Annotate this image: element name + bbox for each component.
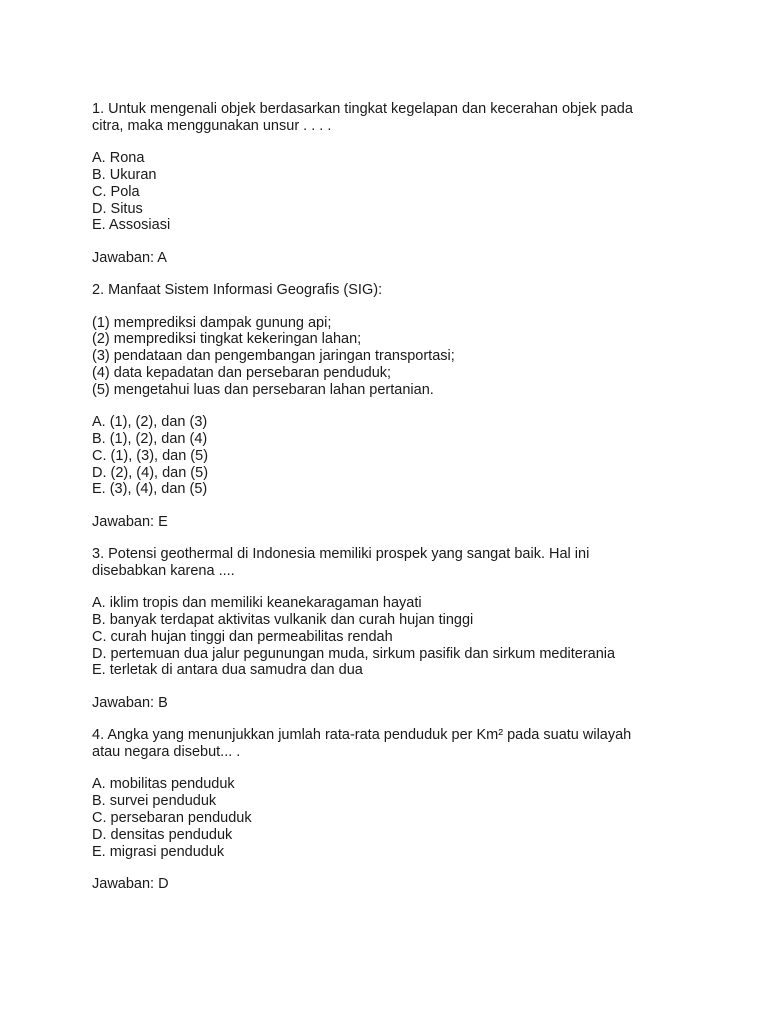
- answer-option: D. Situs: [92, 200, 143, 217]
- document-page: [92, 101, 692, 893]
- answer-option: B. Ukuran: [92, 166, 157, 183]
- question-4: [92, 727, 692, 893]
- answer-option: A. mobilitas penduduk: [92, 776, 235, 793]
- answer-option: C. Pola: [92, 183, 140, 200]
- question-stem-line: 1. Untuk mengenali objek berdasarkan tingkat kegelapan dan kecerahan objek pada: [92, 101, 633, 117]
- answer-option: A. (1), (2), dan (3): [92, 414, 208, 431]
- answer-option: C. persebaran penduduk: [92, 810, 252, 827]
- question-stem-line: 4. Angka yang menunjukkan jumlah rata-rata penduduk per Km² pada suatu wilayah: [92, 727, 632, 744]
- answer-option: D. pertemuan dua jalur pegunungan muda, sirkum pasifik dan sirkum mediterania: [92, 645, 616, 662]
- answer-key: Jawaban: B: [92, 694, 168, 711]
- statement-item: (3) pendataan dan pengembangan jaringan transportasi;: [92, 348, 455, 365]
- question-stem-line: disebabkan karena ....: [92, 562, 235, 579]
- answer-option: B. (1), (2), dan (4): [92, 430, 208, 447]
- answer-option: E. Assosiasi: [92, 217, 171, 234]
- answer-option: D. (2), (4), dan (5): [92, 464, 209, 481]
- statement-item: (1) memprediksi dampak gunung api;: [92, 314, 332, 331]
- answer-option: A. iklim tropis dan memiliki keanekaragaman hayati: [92, 595, 422, 612]
- answer-key: Jawaban: D: [92, 876, 169, 893]
- answer-key: Jawaban: E: [92, 513, 168, 530]
- question-2: [92, 282, 692, 546]
- statement-item: (2) memprediksi tingkat kekeringan lahan;: [92, 331, 362, 348]
- question-stem-line: atau negara disebut... .: [92, 744, 241, 761]
- question-stem-line: 2. Manfaat Sistem Informasi Geografis (SIG):: [92, 282, 383, 299]
- answer-option: B. survei penduduk: [92, 793, 217, 810]
- answer-key: Jawaban: A: [92, 249, 167, 266]
- question-1: [92, 101, 692, 282]
- answer-option: B. banyak terdapat aktivitas vulkanik dan curah hujan tinggi: [92, 612, 474, 629]
- answer-option: D. densitas penduduk: [92, 826, 233, 843]
- question-stem-line: 3. Potensi geothermal di Indonesia memiliki prospek yang sangat baik. Hal ini: [92, 546, 590, 563]
- statement-item: (4) data kepadatan dan persebaran penduduk;: [92, 364, 392, 381]
- answer-option: C. curah hujan tinggi dan permeabilitas rendah: [92, 628, 393, 645]
- question-stem-line: citra, maka menggunakan unsur . . . .: [92, 117, 332, 134]
- answer-option: E. migrasi penduduk: [92, 843, 225, 860]
- statement-item: (5) mengetahui luas dan persebaran lahan pertanian.: [92, 381, 434, 398]
- question-3: [92, 546, 692, 727]
- answer-option: C. (1), (3), dan (5): [92, 447, 209, 464]
- answer-option: E. terletak di antara dua samudra dan dua: [92, 662, 363, 679]
- answer-option: A. Rona: [92, 150, 145, 167]
- answer-option: E. (3), (4), dan (5): [92, 481, 208, 498]
